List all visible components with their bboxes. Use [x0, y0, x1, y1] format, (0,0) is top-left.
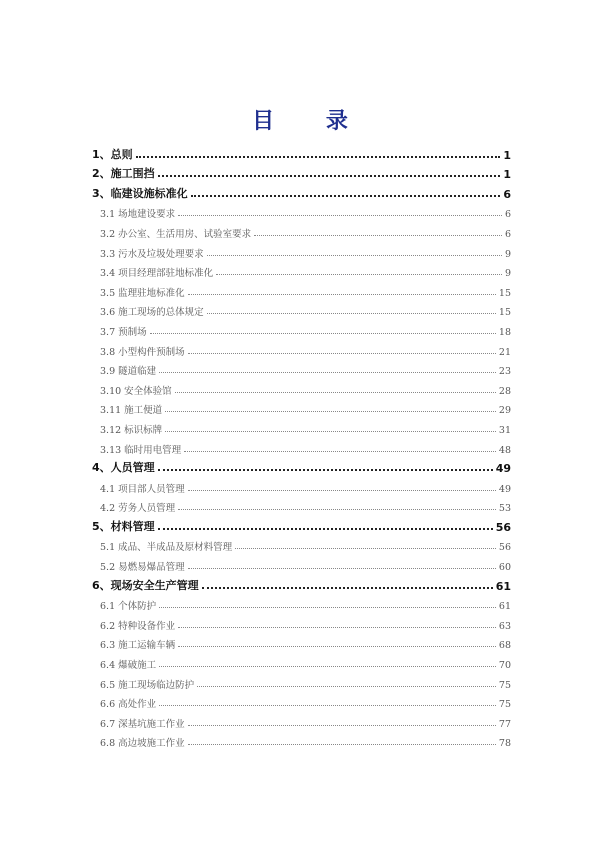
- toc-entry-title: 3.3 污水及垃圾处理要求: [100, 248, 204, 260]
- dot-leader: [158, 469, 493, 471]
- dot-leader: [158, 175, 501, 177]
- toc-section-entry[interactable]: [92, 181, 511, 201]
- toc-page-number: 6: [504, 228, 511, 240]
- toc-page-number: 1: [503, 148, 511, 162]
- toc-page-number: 63: [498, 620, 511, 632]
- toc-entry-title: 5.1 成品、半成品及原材料管理: [100, 542, 233, 554]
- toc-page-number: 9: [504, 268, 511, 280]
- dot-leader: [178, 646, 496, 647]
- toc-entry-title: 3.11 施工便道: [100, 405, 163, 417]
- toc-subsection-entry[interactable]: [92, 691, 511, 711]
- toc-page-number: 49: [498, 483, 511, 495]
- toc-page-number: 15: [498, 307, 511, 319]
- toc-entry-title: 4、人员管理: [92, 461, 155, 475]
- dot-leader: [165, 411, 496, 412]
- toc-page-number: 29: [498, 405, 511, 417]
- dot-leader: [136, 156, 501, 158]
- toc-page-number: 70: [498, 660, 511, 672]
- toc-section-entry[interactable]: [92, 456, 511, 476]
- toc-page-number: 9: [504, 248, 511, 260]
- toc-entry-title: 6.7 深基坑施工作业: [100, 718, 185, 730]
- toc-page-number: 77: [498, 718, 511, 730]
- toc-page-number: 75: [498, 679, 511, 691]
- toc-entry-title: 3.2 办公室、生活用房、试验室要求: [100, 228, 252, 240]
- toc-subsection-entry[interactable]: [92, 495, 511, 515]
- toc-subsection-entry[interactable]: [92, 593, 511, 613]
- toc-subsection-entry[interactable]: [92, 632, 511, 652]
- toc-entry-title: 3.1 场地建设要求: [100, 209, 176, 221]
- toc-subsection-entry[interactable]: [92, 240, 511, 260]
- dot-leader: [150, 333, 496, 334]
- toc-section-entry[interactable]: [92, 142, 511, 162]
- dot-leader: [165, 431, 496, 432]
- toc-subsection-entry[interactable]: [92, 318, 511, 338]
- toc-entry-title: 5.2 易燃易爆品管理: [100, 562, 185, 574]
- toc-subsection-entry[interactable]: [92, 416, 511, 436]
- dot-leader: [216, 274, 502, 275]
- toc-subsection-entry[interactable]: [92, 436, 511, 456]
- toc-entry-title: 5、材料管理: [92, 519, 155, 533]
- dot-leader: [188, 353, 496, 354]
- toc-page-number: 6: [504, 209, 511, 221]
- toc-page-number: 61: [498, 601, 511, 613]
- dot-leader: [188, 294, 496, 295]
- toc-page-number: 6: [503, 187, 511, 201]
- toc-subsection-entry[interactable]: [92, 671, 511, 691]
- toc-title: 目 录: [252, 109, 370, 134]
- toc-entry-title: 6.8 高边坡施工作业: [100, 738, 185, 750]
- toc-page-number: 78: [498, 738, 511, 750]
- toc-page-number: 53: [498, 503, 511, 515]
- dot-leader: [191, 195, 501, 197]
- toc-subsection-entry[interactable]: [92, 534, 511, 554]
- toc-entry-title: 3.9 隧道临建: [100, 366, 157, 378]
- dot-leader: [159, 372, 496, 373]
- dot-leader: [188, 568, 496, 569]
- dot-leader: [178, 509, 496, 510]
- toc-entry-title: 4.1 项目部人员管理: [100, 483, 185, 495]
- toc-page-number: 18: [498, 326, 511, 338]
- toc-entry-title: 3.8 小型构件预制场: [100, 346, 185, 358]
- table-of-contents: [92, 142, 511, 749]
- toc-page-number: 56: [495, 520, 511, 534]
- toc-subsection-entry[interactable]: [92, 358, 511, 378]
- dot-leader: [202, 587, 493, 589]
- toc-page-number: 28: [498, 385, 511, 397]
- toc-entry-title: 6.2 特种设备作业: [100, 620, 176, 632]
- toc-entry-title: 3.4 项目经理部驻地标准化: [100, 268, 214, 280]
- toc-entry-title: 3.7 预制场: [100, 326, 147, 338]
- toc-subsection-entry[interactable]: [92, 377, 511, 397]
- toc-entry-title: 6、现场安全生产管理: [92, 578, 199, 592]
- toc-subsection-entry[interactable]: [92, 475, 511, 495]
- dot-leader: [158, 528, 493, 530]
- toc-entry-title: 3.12 标识标牌: [100, 424, 163, 436]
- toc-page-number: 21: [498, 346, 511, 358]
- toc-section-entry[interactable]: [92, 514, 511, 534]
- toc-entry-title: 3.5 监理驻地标准化: [100, 287, 185, 299]
- toc-subsection-entry[interactable]: [92, 220, 511, 240]
- toc-subsection-entry[interactable]: [92, 710, 511, 730]
- dot-leader: [178, 215, 502, 216]
- toc-page-number: 49: [495, 462, 511, 476]
- toc-subsection-entry[interactable]: [92, 260, 511, 280]
- dot-leader: [188, 725, 496, 726]
- toc-page-number: 60: [498, 562, 511, 574]
- toc-page-number: 61: [495, 579, 511, 593]
- toc-entry-title: 3.6 施工现场的总体规定: [100, 307, 204, 319]
- toc-entry-title: 6.6 高处作业: [100, 699, 157, 711]
- dot-leader: [175, 392, 496, 393]
- toc-page-number: 68: [498, 640, 511, 652]
- dot-leader: [254, 235, 502, 236]
- toc-entry-title: 3.13 临时用电管理: [100, 444, 182, 456]
- toc-page-number: 75: [498, 699, 511, 711]
- toc-entry-title: 6.3 施工运输车辆: [100, 640, 176, 652]
- toc-subsection-entry[interactable]: [92, 553, 511, 573]
- toc-page-number: 48: [498, 444, 511, 456]
- toc-entry-title: 6.1 个体防护: [100, 601, 157, 613]
- dot-leader: [188, 490, 496, 491]
- toc-page-number: 1: [503, 168, 511, 182]
- dot-leader: [159, 607, 496, 608]
- toc-entry-title: 1、总则: [92, 147, 133, 161]
- toc-subsection-entry[interactable]: [92, 201, 511, 221]
- toc-subsection-entry[interactable]: [92, 338, 511, 358]
- dot-leader: [188, 744, 496, 745]
- toc-section-entry[interactable]: [92, 573, 511, 593]
- dot-leader: [207, 313, 496, 314]
- toc-subsection-entry[interactable]: [92, 651, 511, 671]
- dot-leader: [207, 255, 502, 256]
- toc-page-number: 31: [498, 424, 511, 436]
- toc-entry-title: 4.2 劳务人员管理: [100, 503, 176, 515]
- toc-page-number: 15: [498, 287, 511, 299]
- dot-leader: [178, 627, 496, 628]
- toc-entry-title: 3、临建设施标准化: [92, 186, 188, 200]
- toc-subsection-entry[interactable]: [92, 299, 511, 319]
- toc-section-entry[interactable]: [92, 162, 511, 182]
- toc-entry-title: 2、施工围挡: [92, 167, 155, 181]
- toc-page-number: 56: [498, 542, 511, 554]
- toc-entry-title: 6.5 施工现场临边防护: [100, 679, 195, 691]
- dot-leader: [197, 686, 496, 687]
- toc-entry-title: 6.4 爆破施工: [100, 660, 157, 672]
- toc-page-number: 23: [498, 366, 511, 378]
- dot-leader: [235, 548, 496, 549]
- toc-subsection-entry[interactable]: [92, 612, 511, 632]
- toc-subsection-entry[interactable]: [92, 397, 511, 417]
- toc-entry-title: 3.10 安全体验馆: [100, 385, 172, 397]
- toc-subsection-entry[interactable]: [92, 279, 511, 299]
- toc-subsection-entry[interactable]: [92, 730, 511, 750]
- dot-leader: [159, 666, 496, 667]
- dot-leader: [159, 705, 496, 706]
- dot-leader: [184, 451, 496, 452]
